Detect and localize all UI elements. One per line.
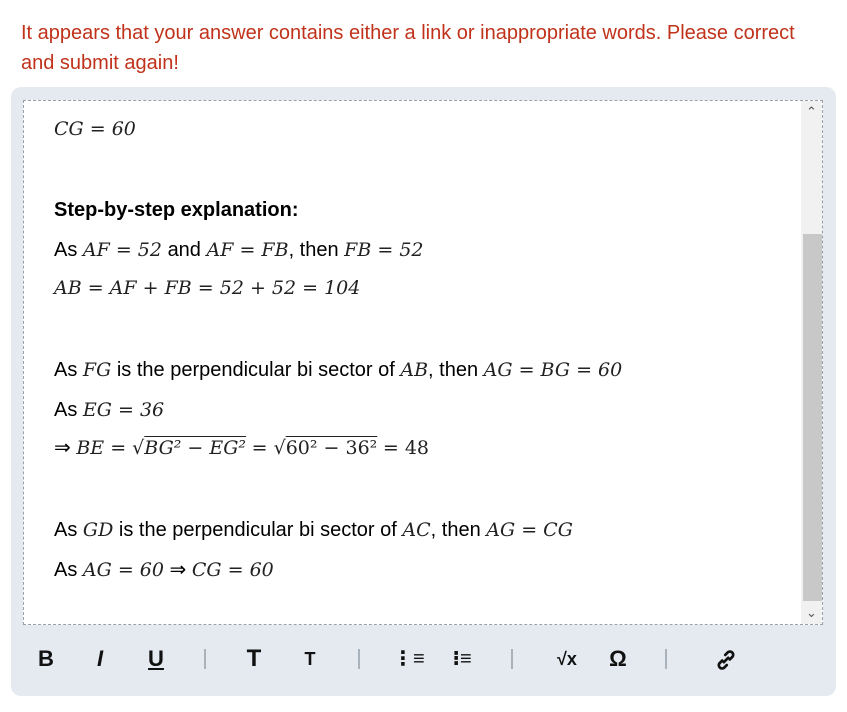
paragraph-gd: As GD is the perpendicular bi sector of AC, then AG = CG [54, 519, 573, 541]
error-message: It appears that your answer contains either a link or inappropriate words. Please correct and submit again! [21, 22, 795, 74]
equation-be: ⇒ BE = √BG² − EG² = √60² − 36² = 48 [54, 437, 429, 459]
scroll-down-icon[interactable]: ⌄ [806, 605, 817, 620]
link-button[interactable] [711, 639, 741, 679]
toolbar-divider [665, 649, 667, 669]
bold-button[interactable]: B [38, 646, 54, 671]
editor-scrollbar[interactable] [801, 101, 822, 624]
italic-button[interactable]: I [96, 646, 104, 671]
format-toolbar [23, 639, 823, 679]
math-equation-button[interactable]: √x [557, 649, 577, 669]
bullet-list-button[interactable]: ⁝≡ [452, 648, 472, 670]
scroll-up-icon[interactable]: ⌃ [806, 104, 817, 119]
underline-button[interactable]: U [148, 646, 164, 671]
explanation-heading: Step-by-step explanation: [54, 199, 299, 221]
special-character-button[interactable]: Ω [609, 646, 627, 671]
toolbar-divider [204, 649, 206, 669]
answer-editor[interactable] [23, 100, 823, 625]
paragraph-af: As AF = 52 and AF = FB, then FB = 52 [54, 239, 424, 261]
paragraph-ag: As AG = 60 ⇒ CG = 60 [54, 559, 274, 581]
scrollbar-thumb[interactable] [803, 234, 822, 601]
link-icon [713, 647, 739, 673]
paragraph-eg: As EG = 36 [54, 399, 165, 421]
heading-large-button[interactable]: T [246, 645, 262, 672]
equation-ab: AB = AF + FB = 52 + 52 = 104 [54, 277, 361, 299]
answer-editor-panel [11, 87, 836, 696]
ordered-list-button[interactable]: ⋮≡ [393, 648, 425, 670]
toolbar-divider [358, 649, 360, 669]
toolbar-divider [511, 649, 513, 669]
result-line: CG = 60 [54, 118, 136, 140]
heading-small-button[interactable]: T [304, 649, 316, 669]
paragraph-fg: As FG is the perpendicular bi sector of AB, then AG = BG = 60 [54, 359, 623, 381]
